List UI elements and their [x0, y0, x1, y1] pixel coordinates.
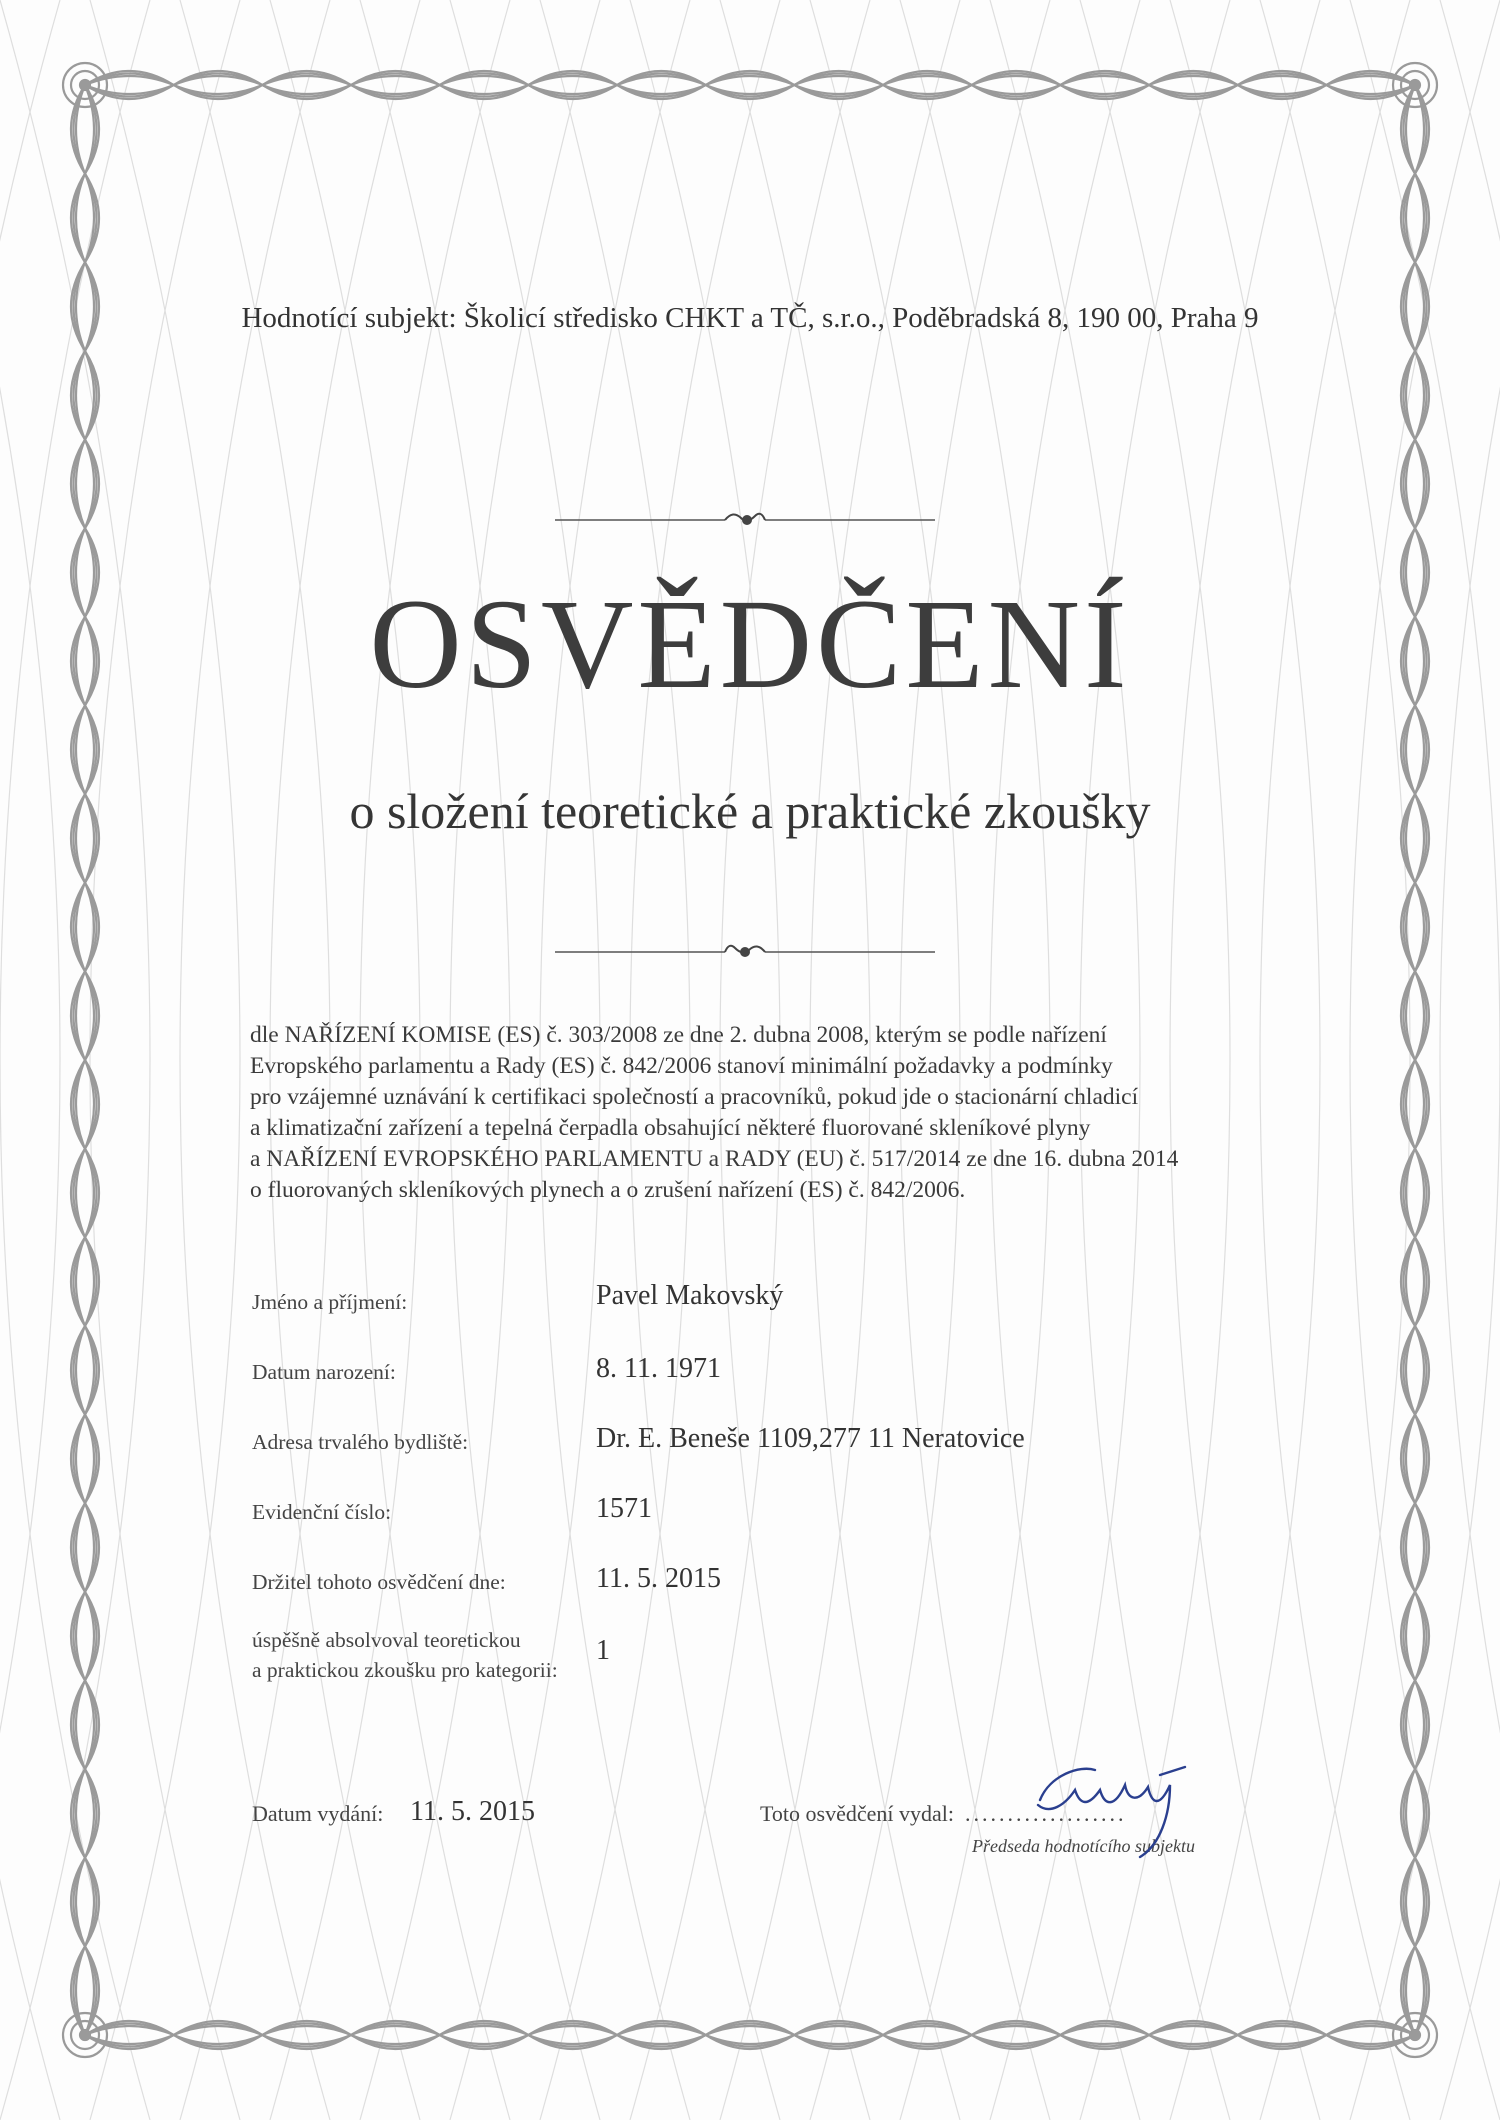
bottom-ornament-divider — [555, 937, 935, 967]
issue-date-label: Datum vydání: — [252, 1801, 384, 1826]
regulation-line: pro vzájemné uznávání k certifikaci společností a pracovníků, pokud jde o stacionární chladicí — [250, 1084, 1139, 1110]
issued-by-label: Toto osvědčení vydal: — [760, 1801, 954, 1826]
registration-value: 1571 — [596, 1493, 652, 1524]
name-label: Jméno a příjmení: — [252, 1290, 408, 1314]
address-label: Adresa trvalého bydliště: — [252, 1430, 469, 1454]
regulation-line: o fluorovaných skleníkových plynech a o zrušení nařízení (ES) č. 842/2006. — [250, 1177, 966, 1203]
top-ornament-divider — [555, 505, 935, 535]
category-value: 1 — [596, 1635, 610, 1666]
address-value: Dr. E. Beneše 1109,277 11 Neratovice — [596, 1423, 1025, 1454]
birth-date-label: Datum narození: — [252, 1360, 396, 1384]
category-label-line1: úspěšně absolvoval teoretickou — [252, 1628, 521, 1652]
issuer-line: Hodnotící subjekt: Školicí středisko CHKT a TČ, s.r.o., Poděbradská 8, 190 00, Praha 9 — [241, 302, 1259, 334]
handwritten-signature — [1020, 1745, 1230, 1865]
holder-date-label: Držitel tohoto osvědčení dne: — [252, 1570, 506, 1594]
signature-dotted-line: ................... — [965, 1801, 1127, 1826]
regulation-text — [250, 1020, 1250, 1206]
certificate-subtitle: o složení teoretické a praktické zkoušky — [349, 783, 1151, 839]
certificate-title: OSVĚDČENÍ — [369, 573, 1131, 715]
regulation-line: dle NAŘÍZENÍ KOMISE (ES) č. 303/2008 ze dne 2. dubna 2008, kterým se podle nařízení — [250, 1022, 1107, 1048]
name-value: Pavel Makovský — [596, 1280, 784, 1311]
category-label-line2: a praktickou zkoušku pro kategorii: — [252, 1658, 558, 1682]
regulation-line: a NAŘÍZENÍ EVROPSKÉHO PARLAMENTU a RADY (EU) č. 517/2014 ze dne 16. dubna 2014 — [250, 1146, 1179, 1172]
registration-label: Evidenční číslo: — [252, 1500, 392, 1524]
signer-role: Předseda hodnotícího subjektu — [972, 1836, 1195, 1856]
issue-date-value: 11. 5. 2015 — [410, 1796, 535, 1827]
birth-date-value: 8. 11. 1971 — [596, 1353, 721, 1384]
holder-date-value: 11. 5. 2015 — [596, 1563, 721, 1594]
regulation-line: a klimatizační zařízení a tepelná čerpadla obsahující některé fluorované skleníkové plyny — [250, 1115, 1091, 1141]
regulation-line: Evropského parlamentu a Rady (ES) č. 842/2006 stanoví minimální požadavky a podmínky — [250, 1053, 1113, 1079]
